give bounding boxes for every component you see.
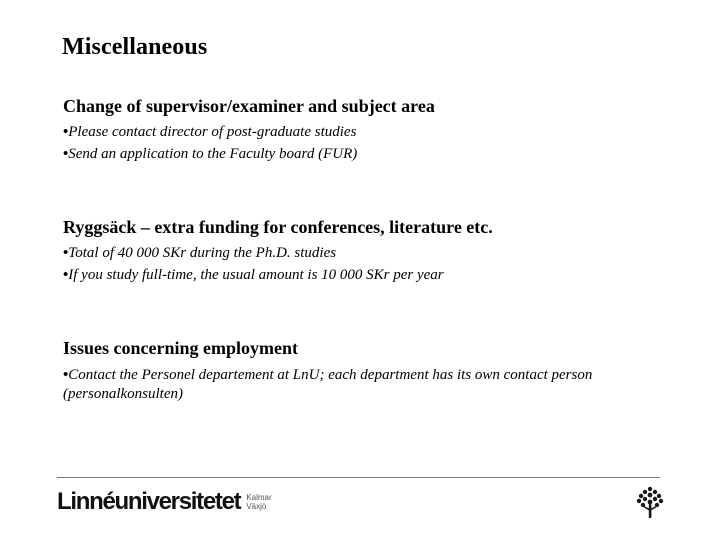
bullet-item [63,242,663,264]
brand-cities [246,493,271,511]
bullet-text: Please contact director of post-graduate studies [68,124,357,140]
city-label: Kalmar [246,493,272,502]
footer-divider [57,477,660,478]
section-heading: Issues concerning employment [63,338,298,358]
bullet-symbol: • [63,146,69,162]
bullet-item [63,264,663,286]
bullet-text: Send an application to the Faculty board (FUR) [68,146,358,162]
bullet-item [63,121,663,143]
slide-title: Miscellaneous [62,34,208,60]
bullet-symbol: • [63,245,69,261]
section-ryggsack-funding [63,216,663,286]
bullet-symbol: • [63,267,69,283]
bullet-symbol: • [63,124,69,140]
tree-icon [635,486,665,520]
bullet-text: Total of 40 000 SKr during the Ph.D. studies [68,245,337,261]
section-supervisor-change [63,95,663,165]
section-heading: Ryggsäck – extra funding for conferences, literature etc. [63,217,493,237]
brand-wordmark: Linnéuniversitetet [57,488,241,515]
bullet-item [63,363,663,404]
bullet-text: Contact the Personel departement at LnU; each department has its own contact person (personalkonsulten) [63,367,593,402]
bullet-item [63,143,663,165]
bullet-text: If you study full-time, the usual amount is 10 000 SKr per year [68,267,444,283]
university-brand [57,488,272,516]
bullet-symbol: • [63,367,69,383]
section-heading: Change of supervisor/examiner and subject area [63,96,435,116]
section-employment-issues [63,337,663,404]
city-label: Växjö [246,502,267,511]
